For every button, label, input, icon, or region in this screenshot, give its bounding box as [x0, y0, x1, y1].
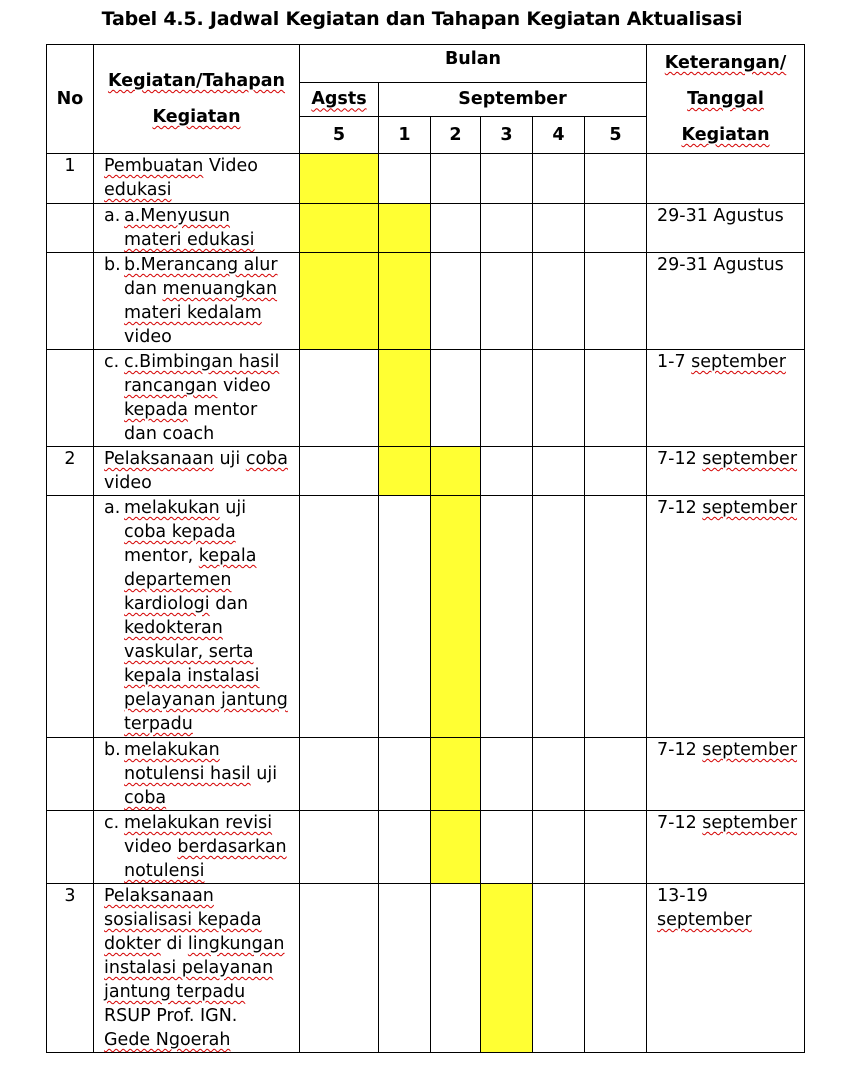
keterangan-month: september: [702, 740, 798, 760]
schedule-cell: [585, 884, 647, 1053]
schedule-cell-filled: [379, 204, 431, 253]
schedule-cell: [585, 154, 647, 204]
keterangan-cell: [647, 350, 805, 447]
header-no: No: [47, 45, 94, 154]
activity-text-fragment: dan: [209, 594, 249, 614]
schedule-cell: [379, 496, 431, 738]
header-keterangan: [647, 45, 805, 154]
activity-text-fragment: kepala: [198, 546, 257, 566]
activity-cell: [94, 253, 300, 350]
item-label: b.: [104, 255, 121, 275]
activity-text-fragment: video: [217, 376, 271, 396]
schedule-cell: [481, 496, 533, 738]
item-label: a.: [104, 206, 121, 226]
keterangan-cell: [647, 154, 805, 204]
activity-item: [104, 496, 295, 736]
activity-cell: [94, 738, 300, 811]
schedule-cell: [585, 204, 647, 253]
activity-cell: [94, 154, 300, 204]
schedule-cell-filled: [431, 447, 481, 496]
activity-text-fragment: video: [104, 473, 152, 493]
activity-text-fragment: Gede Ngoerah: [104, 1030, 231, 1050]
table-row: [47, 738, 805, 811]
item-label: c.: [104, 352, 120, 372]
header-bulan: Bulan: [300, 45, 647, 83]
schedule-cell: [585, 738, 647, 811]
activity-text: [104, 154, 295, 202]
keterangan-cell: [647, 811, 805, 884]
schedule-cell: [431, 204, 481, 253]
activity-item: [104, 350, 295, 446]
activity-text: [104, 884, 295, 1052]
activity-cell: [94, 447, 300, 496]
schedule-cell-filled: [431, 496, 481, 738]
schedule-cell: [481, 447, 533, 496]
row-number: 1: [47, 154, 94, 204]
schedule-cell-filled: [300, 253, 379, 350]
schedule-cell: [533, 811, 585, 884]
table-row: [47, 496, 805, 738]
activity-text-fragment: video: [124, 327, 172, 347]
activity-text-fragment: Video: [203, 156, 258, 176]
schedule-cell-filled: [379, 447, 431, 496]
activity-cell: [94, 884, 300, 1053]
activity-text: [124, 253, 278, 349]
header-september: September: [379, 83, 647, 116]
activity-text-fragment: departemen: [124, 570, 232, 590]
activity-text: [124, 738, 277, 810]
schedule-cell: [533, 496, 585, 738]
schedule-table: [46, 44, 805, 1053]
keterangan-cell: [647, 884, 805, 1053]
schedule-cell: [585, 811, 647, 884]
item-label: b.: [104, 740, 121, 760]
activity-text-fragment: kardiologi: [124, 594, 210, 614]
schedule-cell-filled: [431, 738, 481, 811]
activity-text-fragment: melakukan: [124, 740, 220, 760]
schedule-cell: [585, 253, 647, 350]
keterangan-month: september: [702, 813, 798, 833]
activity-text-fragment: berdasarkan: [177, 837, 287, 857]
keterangan-cell: [647, 496, 805, 738]
activity-text-fragment: notulensi hasil: [124, 764, 251, 784]
schedule-cell: [431, 350, 481, 447]
activity-item: [104, 811, 295, 883]
activity-cell: [94, 496, 300, 738]
table-row: [47, 154, 805, 204]
table-row: [47, 884, 805, 1053]
row-number: 3: [47, 884, 94, 1053]
item-label: a.: [104, 498, 121, 518]
schedule-cell: [533, 738, 585, 811]
keterangan-date: 7-12: [657, 740, 703, 760]
activity-text-fragment: coba: [124, 788, 167, 808]
activity-text-fragment: kedokteran: [124, 618, 223, 638]
activity-item: [104, 738, 295, 810]
schedule-cell-filled: [379, 350, 431, 447]
activity-text-fragment: melakukan revisi: [124, 813, 273, 833]
header-agsts: [300, 83, 379, 116]
activity-text-fragment: materi edukasi: [124, 230, 255, 250]
activity-text: [124, 204, 255, 252]
header-kegiatan-line1: Kegiatan/Tahapan: [107, 71, 286, 91]
keterangan-cell: 29-31 Agustus: [647, 204, 805, 253]
keterangan-date: 1-7: [657, 352, 692, 372]
schedule-cell: [533, 884, 585, 1053]
schedule-cell: [533, 350, 585, 447]
activity-cell: [94, 350, 300, 447]
week-header: 4: [533, 116, 585, 153]
schedule-cell: [533, 204, 585, 253]
row-number: [47, 350, 94, 447]
table-row: [47, 811, 805, 884]
activity-text-fragment: dan coach: [124, 424, 215, 444]
activity-text-fragment: coba kepada: [124, 522, 236, 542]
activity-text-fragment: mentor,: [124, 546, 199, 566]
activity-text-fragment: c.Bimbingan hasil: [124, 352, 280, 372]
activity-text-fragment: mentor: [187, 400, 258, 420]
activity-text-fragment: coba: [245, 449, 289, 469]
activity-text-fragment: video: [124, 837, 178, 857]
header-kegiatan-line2: Kegiatan: [152, 107, 241, 127]
row-number: [47, 738, 94, 811]
header-ket-line3: Kegiatan: [681, 125, 770, 145]
keterangan-month: september: [702, 498, 798, 518]
activity-text-fragment: sosialisasi kepada: [104, 910, 262, 930]
activity-text-fragment: kepala instalasi: [124, 666, 260, 686]
schedule-cell: [533, 447, 585, 496]
schedule-cell: [300, 738, 379, 811]
activity-text-fragment: pelayanan jantung: [124, 690, 288, 710]
schedule-cell: [431, 253, 481, 350]
week-header: 5: [300, 116, 379, 153]
schedule-cell-filled: [300, 154, 379, 204]
activity-item: [104, 253, 295, 349]
activity-text: [104, 447, 295, 495]
schedule-cell: [379, 738, 431, 811]
table-title: Tabel 4.5. Jadwal Kegiatan dan Tahapan Kegiatan Aktualisasi: [101, 8, 743, 30]
activity-text-fragment: Pelaksanaan: [104, 886, 214, 906]
schedule-cell: [300, 350, 379, 447]
activity-text-fragment: uji: [213, 449, 246, 469]
schedule-cell: [585, 447, 647, 496]
activity-text-fragment: vaskular, serta: [124, 642, 254, 662]
row-number: [47, 204, 94, 253]
schedule-cell: [481, 350, 533, 447]
keterangan-cell: [647, 738, 805, 811]
activity-text-fragment: dokter: [104, 934, 161, 954]
schedule-cell: [300, 447, 379, 496]
activity-text-fragment: a.Menyusun: [124, 206, 230, 226]
activity-text-fragment: dan: [124, 279, 163, 299]
activity-cell: [94, 204, 300, 253]
activity-text-fragment: Pembuatan: [104, 156, 204, 176]
schedule-cell: [481, 204, 533, 253]
schedule-cell: [481, 738, 533, 811]
schedule-cell: [431, 884, 481, 1053]
keterangan-cell: 29-31 Agustus: [647, 253, 805, 350]
keterangan-month: september: [657, 910, 752, 930]
activity-text-fragment: di: [160, 934, 188, 954]
activity-cell: [94, 811, 300, 884]
schedule-cell: [300, 496, 379, 738]
schedule-cell: [379, 884, 431, 1053]
schedule-cell: [533, 154, 585, 204]
activity-text-fragment: jantung terpadu: [104, 982, 246, 1002]
activity-text-fragment: materi kedalam: [124, 303, 262, 323]
schedule-cell: [481, 154, 533, 204]
table-row: [47, 204, 805, 253]
schedule-cell: [585, 350, 647, 447]
activity-text-fragment: uji: [250, 764, 278, 784]
schedule-cell: [585, 496, 647, 738]
week-header: 5: [585, 116, 647, 153]
schedule-cell: [300, 811, 379, 884]
activity-text-fragment: b.Merancang alur: [124, 255, 278, 275]
keterangan-date: 7-12: [657, 813, 703, 833]
activity-text-fragment: uji: [219, 498, 247, 518]
activity-text-fragment: terpadu: [124, 714, 193, 734]
activity-text: [124, 350, 279, 446]
schedule-cell: [481, 253, 533, 350]
schedule-cell-filled: [481, 884, 533, 1053]
table-row: [47, 350, 805, 447]
activity-text-fragment: Pelaksanaan: [104, 449, 214, 469]
week-header: 2: [431, 116, 481, 153]
keterangan-month: september: [691, 352, 786, 372]
activity-item: [104, 204, 295, 252]
schedule-cell: [481, 811, 533, 884]
table-body: [47, 154, 805, 1053]
activity-text-fragment: edukasi: [104, 180, 172, 200]
activity-text-fragment: notulensi: [124, 861, 205, 881]
activity-text: [124, 496, 288, 736]
schedule-cell: [379, 811, 431, 884]
schedule-cell: [379, 154, 431, 204]
activity-text: [124, 811, 287, 883]
keterangan-date: 7-12: [657, 449, 703, 469]
activity-text-fragment: melakukan: [124, 498, 220, 518]
row-number: 2: [47, 447, 94, 496]
activity-text-fragment: kepada: [124, 400, 188, 420]
schedule-cell-filled: [431, 811, 481, 884]
header-ket-line2: Tanggal: [687, 89, 764, 109]
row-number: [47, 496, 94, 738]
activity-text-fragment: instalasi pelayanan: [104, 958, 274, 978]
keterangan-date: 7-12: [657, 498, 703, 518]
header-ket-line1: Keterangan/: [664, 53, 787, 73]
activity-text-fragment: menuangkan: [162, 279, 278, 299]
header-agsts-text: Agsts: [311, 89, 367, 110]
schedule-cell: [533, 253, 585, 350]
activity-text-fragment: RSUP Prof. IGN.: [104, 1006, 238, 1026]
activity-text-fragment: rancangan: [124, 376, 218, 396]
week-header: 1: [379, 116, 431, 153]
keterangan-date: 13-19: [657, 886, 708, 906]
activity-text-fragment: lingkungan: [187, 934, 285, 954]
schedule-cell-filled: [379, 253, 431, 350]
keterangan-month: september: [702, 449, 798, 469]
row-number: [47, 253, 94, 350]
keterangan-cell: [647, 447, 805, 496]
header-row-1: [47, 45, 805, 83]
schedule-cell: [431, 154, 481, 204]
schedule-cell-filled: [300, 204, 379, 253]
table-row: [47, 447, 805, 496]
schedule-cell: [300, 884, 379, 1053]
row-number: [47, 811, 94, 884]
table-row: [47, 253, 805, 350]
item-label: c.: [104, 813, 120, 833]
header-kegiatan: [94, 45, 300, 154]
week-header: 3: [481, 116, 533, 153]
